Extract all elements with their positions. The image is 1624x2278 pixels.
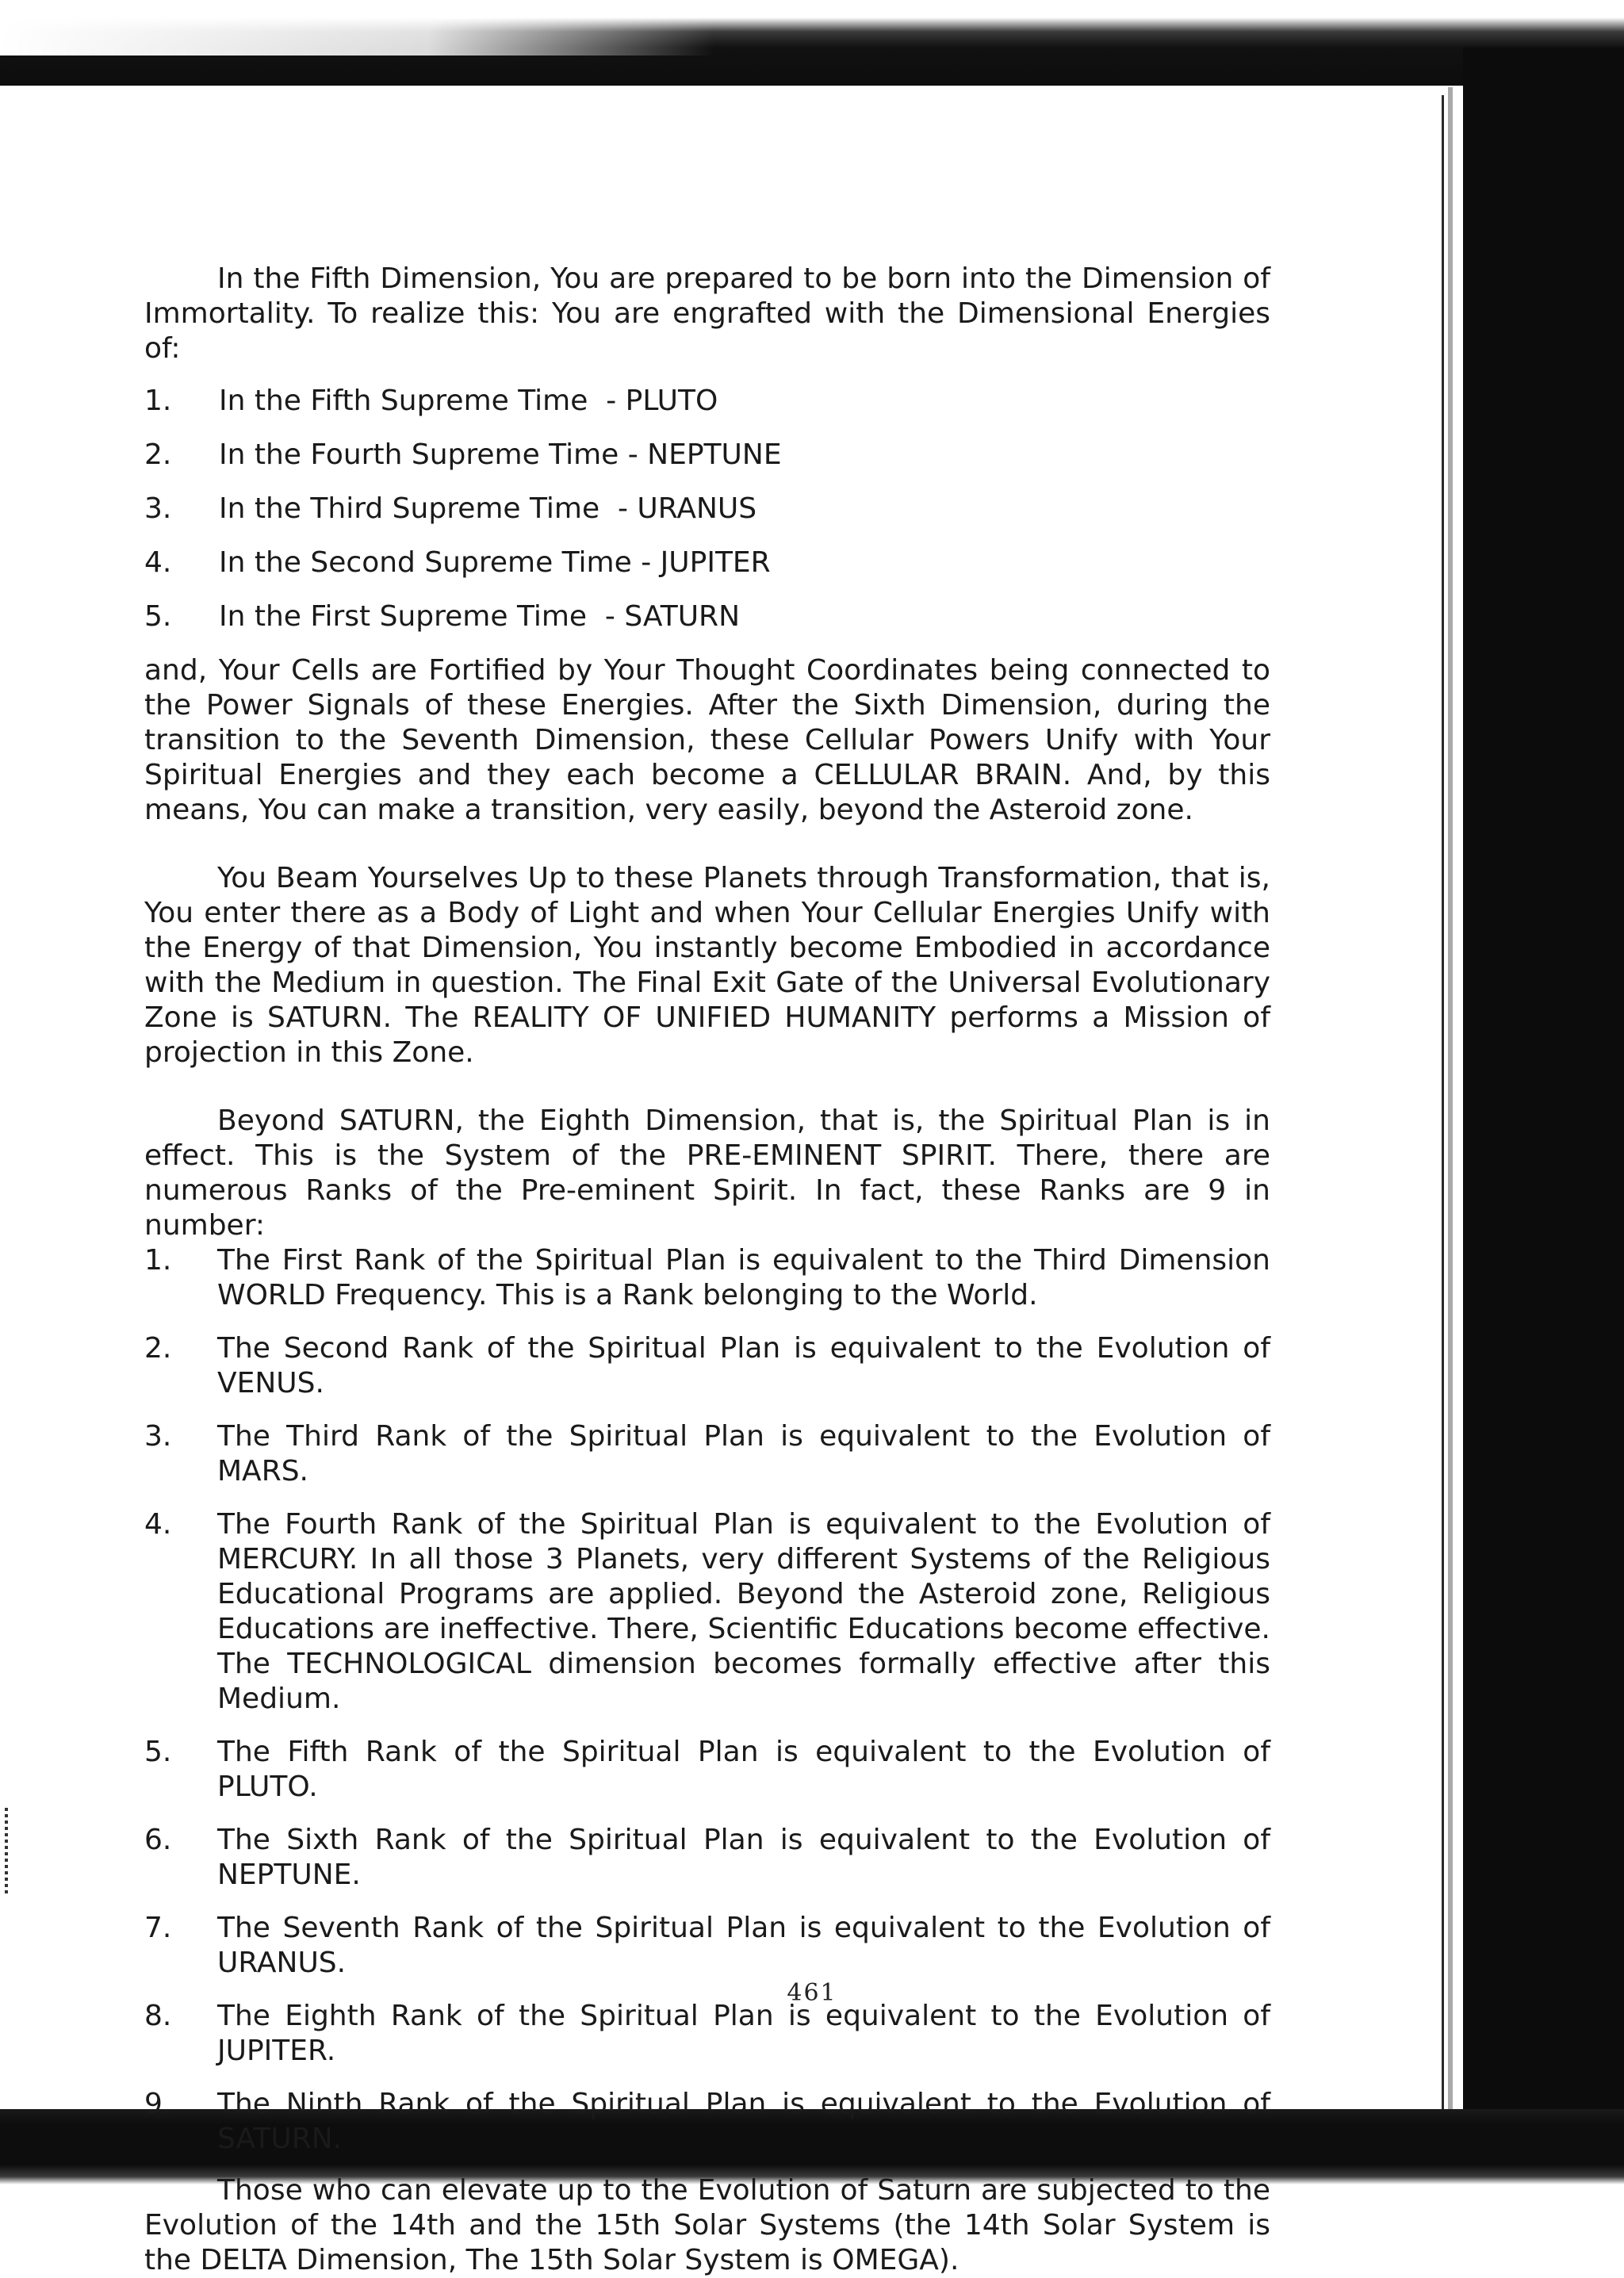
list-item xyxy=(144,1419,1270,1489)
list-text: The Fourth Rank of the Spiritual Plan is equivalent to the Evolution of MERCURY. In all those 3 Planets, very different Systems of the Religious Educational Programs are applied. Beyond the Asteroid zone, Religious Educations are ineffective. There, Scientific Educations become effective. The TECHNOLOGICAL dimension becomes formally effective after this Medium. xyxy=(217,1508,1270,1715)
list-number: 1. xyxy=(144,385,172,417)
beyond-saturn-paragraph: Beyond SATURN, the Eighth Dimension, that is, the Spiritual Plan is in effect. This is the System of the PRE-EMINENT SPIRIT. There, there are numerous Ranks of the Pre-eminent Spirit. In fact, these Ranks are 9 in number: xyxy=(144,1105,1270,1242)
list-text: The Fifth Rank of the Spiritual Plan is equivalent to the Evolution of PLUTO. xyxy=(217,1736,1270,1803)
list-text: The Ninth Rank of the Spiritual Plan is equivalent to the Evolution of SATURN. xyxy=(217,2088,1270,2155)
list-text: In the Fifth Supreme Time - PLUTO xyxy=(219,385,718,417)
list-text: The Sixth Rank of the Spiritual Plan is equivalent to the Evolution of NEPTUNE. xyxy=(217,1824,1270,1891)
list-text: In the Second Supreme Time - JUPITER xyxy=(219,546,771,579)
list-item xyxy=(144,492,1270,546)
list-number: 5. xyxy=(144,1736,172,1768)
list-item xyxy=(144,384,1270,438)
list-text: The Seventh Rank of the Spiritual Plan is equivalent to the Evolution of URANUS. xyxy=(217,1912,1270,1979)
list-number: 3. xyxy=(144,1420,172,1453)
saturn-evolution-paragraph: Those who can elevate up to the Evolution of Saturn are subjected to the Evolution of the 14th and the 15th Solar Systems (the 14th Solar System is the DELTA Dimension, The 15th Solar System is OMEGA). xyxy=(144,2174,1270,2276)
page-body xyxy=(144,262,1270,2278)
list-text: In the Third Supreme Time - URANUS xyxy=(219,492,757,525)
energies-list xyxy=(144,384,1270,645)
beam-paragraph: You Beam Yourselves Up to these Planets through Transformation, that is, You enter there as a Body of Light and when Your Cellular Energies Unify with the Energy of that Dimension, You instantly become Embodied in accordance with the Medium in question. The Final Exit Gate of the Universal Evolutionary Zone is SATURN. The REALITY OF UNIFIED HUMANITY performs a Mission of projection in this Zone. xyxy=(144,862,1270,1069)
scan-bottom-corner xyxy=(1463,2184,1624,2234)
list-item xyxy=(144,599,1270,645)
list-text: The First Rank of the Spiritual Plan is equivalent to the Third Dimension WORLD Frequency. This is a Rank belonging to the World. xyxy=(217,1244,1270,1311)
list-text: In the Fourth Supreme Time - NEPTUNE xyxy=(219,438,782,471)
list-item xyxy=(144,438,1270,492)
list-text: The Third Rank of the Spiritual Plan is equivalent to the Evolution of MARS. xyxy=(217,1420,1270,1487)
list-item xyxy=(144,1911,1270,1981)
list-number: 3. xyxy=(144,492,172,525)
list-number: 5. xyxy=(144,600,172,633)
list-item xyxy=(144,1331,1270,1401)
intro-paragraph: In the Fifth Dimension, You are prepared to be born into the Dimension of Immortality. To realize this: You are engrafted with the Dimensional Energies of: xyxy=(144,262,1270,365)
list-item xyxy=(144,2087,1270,2157)
list-text: In the First Supreme Time - SATURN xyxy=(219,600,740,633)
list-number: 9. xyxy=(144,2088,172,2120)
cells-paragraph: and, Your Cells are Fortified by Your Thought Coordinates being connected to the Power Signals of these Energies. After the Sixth Dimension, during the transition to the Seventh Dimension, these Cellular Powers Unify with Your Spiritual Energies and they each become a CELLULAR BRAIN. And, by this means, You can make a transition, very easily, beyond the Asteroid zone. xyxy=(144,654,1270,826)
list-item xyxy=(144,546,1270,599)
list-number: 4. xyxy=(144,546,172,579)
list-item xyxy=(144,1507,1270,1717)
page-number: 461 xyxy=(787,1979,837,2007)
list-number: 4. xyxy=(144,1508,172,1541)
list-item xyxy=(144,1243,1270,1313)
ranks-list xyxy=(144,1243,1270,2157)
list-number: 2. xyxy=(144,1332,172,1365)
list-item xyxy=(144,1999,1270,2069)
list-item xyxy=(144,1823,1270,1893)
list-number: 2. xyxy=(144,438,172,471)
list-number: 6. xyxy=(144,1824,172,1856)
list-number: 8. xyxy=(144,2000,172,2032)
scan-top-border-fade xyxy=(0,0,714,56)
list-number: 1. xyxy=(144,1244,172,1277)
list-text: The Eighth Rank of the Spiritual Plan is equivalent to the Evolution of JUPITER. xyxy=(217,2000,1270,2067)
list-item xyxy=(144,1735,1270,1805)
list-text: The Second Rank of the Spiritual Plan is equivalent to the Evolution of VENUS. xyxy=(217,1332,1270,1399)
list-number: 7. xyxy=(144,1912,172,1944)
scan-right-border xyxy=(1463,48,1624,2188)
page-edge-line xyxy=(1442,95,1444,2125)
scan-left-marks xyxy=(5,1808,8,1895)
page-edge-shadow xyxy=(1448,87,1453,2125)
